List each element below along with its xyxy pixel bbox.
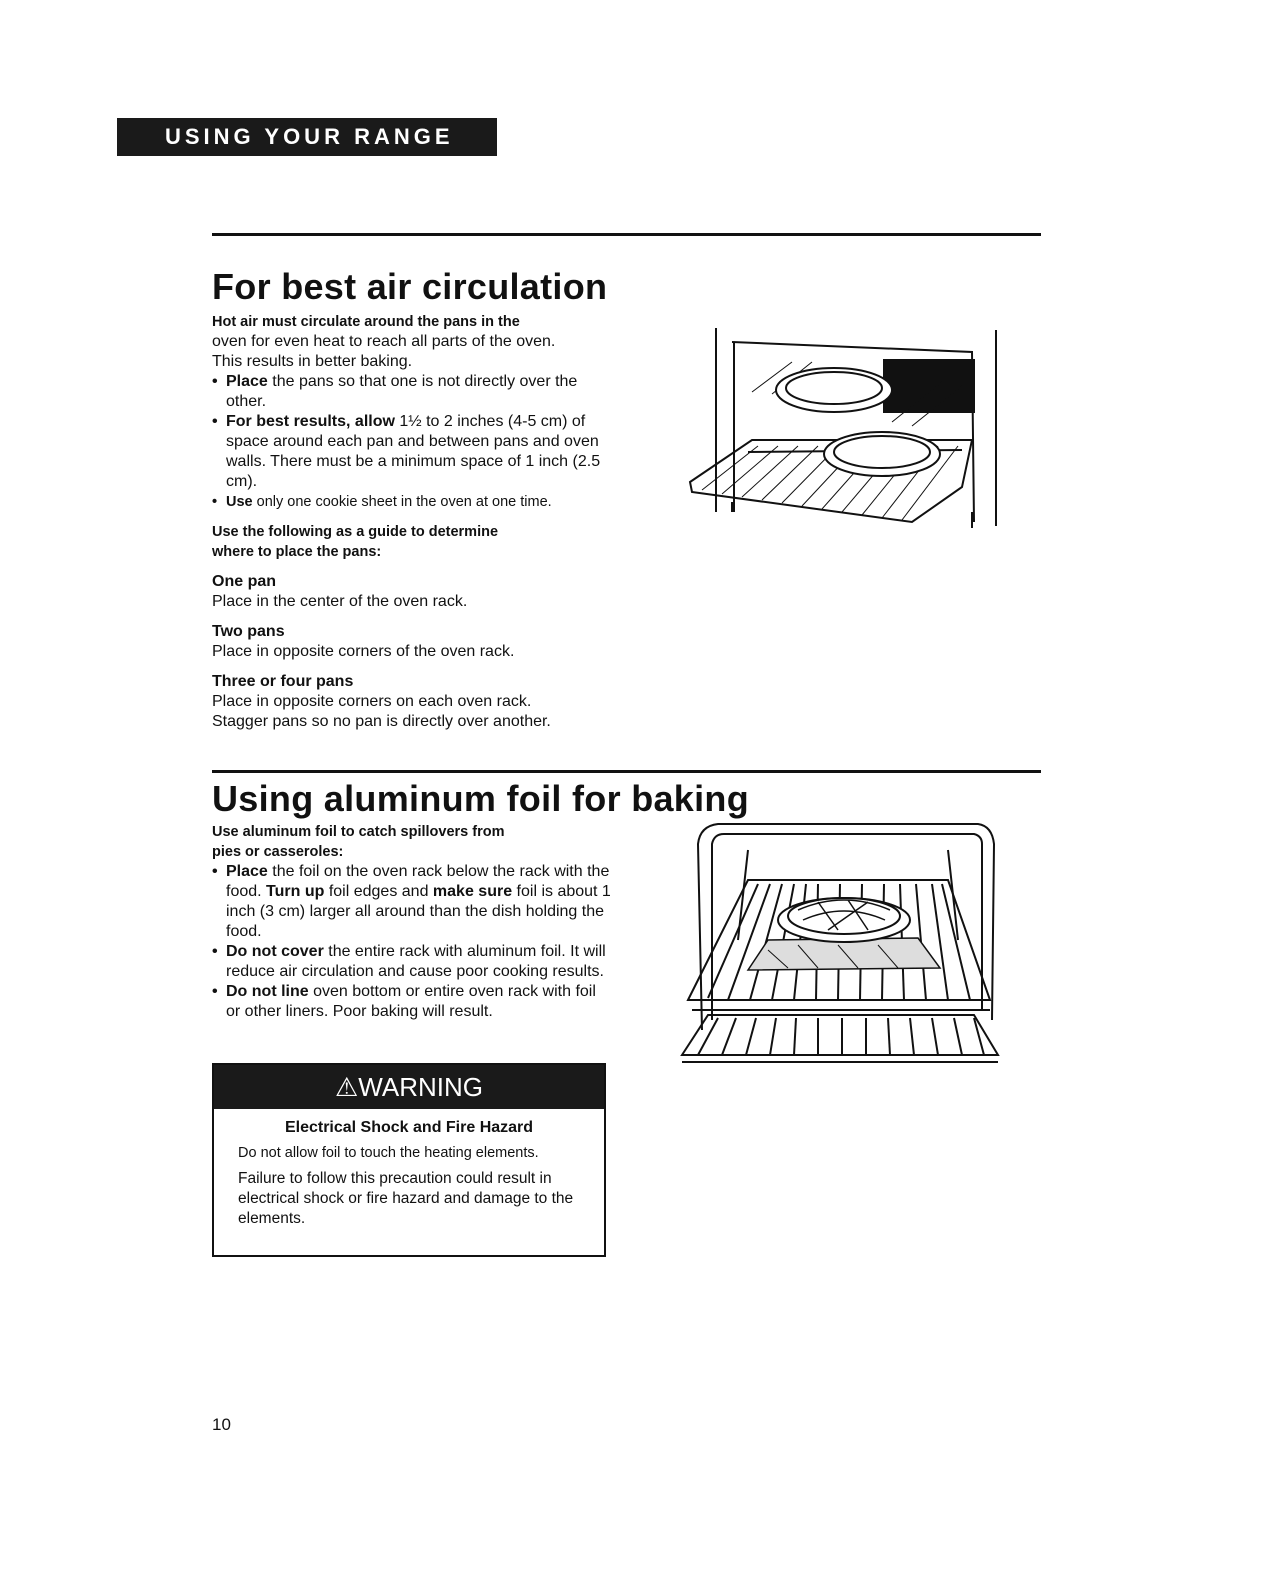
bullet-bold: make sure (432, 883, 513, 900)
bullet-bold: Do not cover (226, 943, 324, 960)
guide-line: where to place the pans: (212, 544, 382, 560)
one-pan-label: One pan (212, 573, 277, 590)
section-rule (212, 770, 1041, 773)
intro-line: pies or casseroles: (212, 844, 344, 860)
bullet-text: the pans so that one is not directly over the other. (226, 373, 578, 410)
oven-rack-foil-pie-illustration (678, 820, 1003, 1070)
warning-triangle-icon: ⚠ (334, 1072, 359, 1102)
warning-title: Electrical Shock and Fire Hazard (284, 1119, 534, 1136)
bullet-text: oven bottom or entire oven rack with foil or other liners. Poor baking will result. (226, 983, 596, 1020)
bullet-bold: Place (226, 863, 268, 880)
aluminum-foil-content (212, 822, 632, 1022)
intro-line: This results in better baking. (212, 353, 413, 370)
section-banner: USING YOUR RANGE (117, 118, 497, 156)
bullet-bold: Turn up (266, 883, 325, 900)
warning-box (212, 1063, 606, 1257)
bullet-text: the entire rack with aluminum foil. It will reduce air circulation and cause poor cooking results. (226, 943, 606, 980)
guide-line: Use the following as a guide to determine (212, 524, 499, 540)
bullet-text: only one cookie sheet in the oven at one time. (252, 494, 552, 510)
bullet-bold: Place (226, 373, 268, 390)
intro-line: Use aluminum foil to catch spillovers from (212, 824, 505, 840)
page-number: 10 (212, 1415, 231, 1434)
warning-header (214, 1065, 604, 1109)
foil-tips-list (212, 862, 632, 1022)
bullet-bold: Use (226, 494, 253, 510)
air-circulation-content (212, 312, 632, 732)
intro-line: Hot air must circulate around the pans in the (212, 314, 520, 330)
warning-paragraph: Do not allow foil to touch the heating elements. (238, 1145, 539, 1161)
two-pans-text: Place in opposite corners of the oven rack. (212, 643, 515, 660)
list-item (212, 982, 611, 1022)
section-rule (212, 233, 1041, 236)
bullet-text: foil edges and (324, 883, 433, 900)
list-item (212, 492, 601, 512)
intro-line: oven for even heat to reach all parts of the oven. (212, 333, 556, 350)
three-pans-text: Place in opposite corners on each oven rack. (212, 693, 532, 710)
bullet-bold: Do not line (226, 983, 309, 1000)
bullet-text: 1½ to 2 inches (4-5 cm) of space around each pan and between pans and oven walls. There must be a minimum space of 1 inch (2.5 cm). (226, 413, 601, 490)
section-title-air-circulation: For best air circulation (212, 266, 608, 307)
warning-paragraph: Failure to follow this precaution could result in electrical shock or fire hazard and damage to the elements. (238, 1170, 574, 1227)
one-pan-text: Place in the center of the oven rack. (212, 593, 468, 610)
two-pans-label: Two pans (212, 623, 285, 640)
warning-body (214, 1137, 604, 1229)
list-item (212, 372, 601, 412)
bullet-text: the foil on the oven rack below the rack with the food. (226, 863, 610, 900)
warning-label: WARNING (358, 1072, 483, 1102)
three-pans-text: Stagger pans so no pan is directly over another. (212, 713, 551, 730)
tips-list (212, 372, 632, 512)
section-title-aluminum-foil: Using aluminum foil for baking (212, 778, 750, 819)
bullet-bold: For best results, allow (226, 413, 395, 430)
list-item (212, 412, 606, 492)
bullet-text: foil is about 1 inch (3 cm) larger all around than the dish holding the food. (226, 883, 611, 940)
list-item (212, 862, 611, 942)
list-item (212, 942, 616, 982)
oven-rack-two-pans-illustration (662, 322, 1007, 532)
three-pans-label: Three or four pans (212, 673, 354, 690)
